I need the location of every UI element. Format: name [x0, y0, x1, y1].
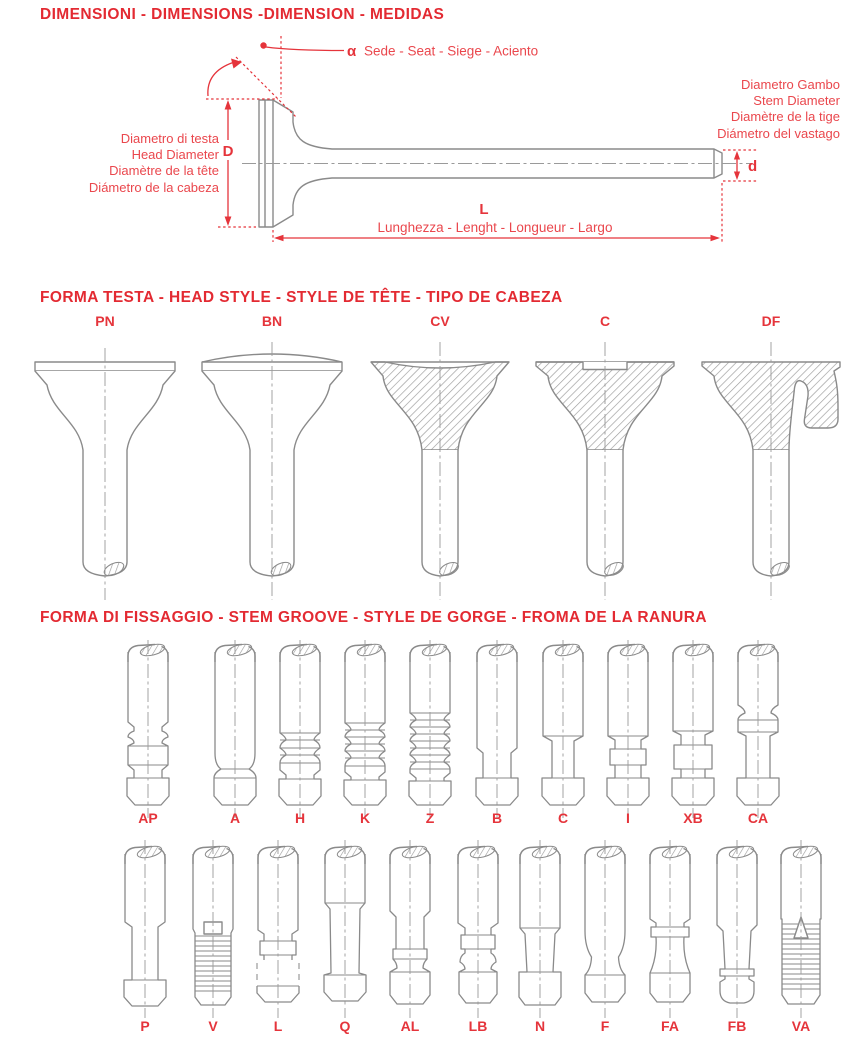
stem-groove-label-ca: CA: [747, 810, 769, 826]
stem-groove-label-ap: AP: [138, 810, 158, 826]
stem-groove-label-b: B: [491, 810, 503, 826]
stem-groove-label-i: I: [626, 810, 630, 826]
alpha-symbol: α: [347, 43, 357, 60]
stem-groove-label-va: VA: [791, 1018, 811, 1034]
head-style-label-pn: PN: [95, 313, 115, 329]
head-diameter-line: Diametro di testa: [120, 131, 219, 146]
head-diameter-symbol: D: [222, 143, 234, 160]
head-style-label-bn: BN: [261, 313, 283, 329]
head-style-c: [536, 342, 674, 600]
stem-diameter-line: Stem Diameter: [753, 93, 840, 109]
stem-groove-n: [519, 840, 561, 1018]
length-symbol: L: [479, 201, 489, 218]
length-label: Lunghezza - Lenght - Longueur - Largo: [377, 220, 613, 235]
head-style-cv: [371, 342, 509, 600]
stem-groove-lb: [458, 840, 498, 1018]
head-diameter-line: Diámetro de la cabeza: [88, 179, 219, 195]
stem-groove-q: [324, 840, 366, 1018]
stem-groove-k: [344, 640, 386, 818]
stem-groove-va: [781, 840, 821, 1018]
stem-groove-label-l: L: [273, 1018, 283, 1034]
stem-groove-label-q: Q: [339, 1018, 351, 1034]
head-styles-title: FORMA TESTA - HEAD STYLE - STYLE DE TÊTE - TIPO DE CABEZA: [40, 289, 563, 306]
stem-diameter-line: Diametro Gambo: [741, 77, 840, 92]
stem-groove-i: [607, 640, 649, 818]
seat-label: Sede - Seat - Siege - Aciento: [364, 43, 539, 59]
head-styles-drawing: [0, 336, 860, 606]
stem-grooves-title: FORMA DI FISSAGGIO - STEM GROOVE - STYLE DE GORGE - FROMA DE LA RANURA: [40, 609, 707, 626]
stem-groove-label-fb: FB: [727, 1018, 747, 1034]
head-style-df: [702, 342, 840, 600]
stem-groove-f: [585, 840, 625, 1018]
head-diameter-label-block: [58, 131, 219, 196]
stem-groove-label-fa: FA: [661, 1018, 679, 1034]
stem-grooves-drawing: [0, 636, 860, 1048]
seat-angle-dot: [260, 42, 266, 48]
stem-groove-label-n: N: [534, 1018, 546, 1034]
stem-groove-b: [476, 640, 518, 818]
stem-groove-al: [390, 840, 430, 1018]
stem-groove-label-v: V: [208, 1018, 218, 1034]
stem-groove-label-lb: LB: [468, 1018, 488, 1034]
head-style-bn: [202, 342, 342, 600]
stem-groove-xb: [672, 640, 714, 818]
head-style-label-df: DF: [761, 313, 781, 329]
stem-groove-l: [257, 840, 299, 1018]
stem-groove-c: [542, 640, 584, 818]
stem-groove-label-c: C: [557, 810, 569, 826]
stem-groove-p: [124, 840, 166, 1018]
head-style-label-cv: CV: [430, 313, 450, 329]
stem-groove-ca: [737, 640, 779, 818]
stem-groove-label-h: H: [294, 810, 306, 826]
stem-groove-v: [193, 840, 233, 1018]
stem-groove-z: [409, 640, 451, 818]
dimensions-title: DIMENSIONI - DIMENSIONS -DIMENSION - MEDIDAS: [40, 6, 445, 23]
head-style-label-c: C: [599, 313, 611, 329]
stem-groove-label-z: Z: [425, 810, 435, 826]
head-style-pn: [35, 348, 175, 600]
stem-groove-a: [214, 640, 256, 818]
stem-groove-label-k: K: [359, 810, 371, 826]
stem-groove-label-a: A: [229, 810, 241, 826]
stem-groove-h: [279, 640, 321, 818]
stem-diameter-symbol: d: [748, 158, 758, 175]
stem-groove-label-al: AL: [400, 1018, 420, 1034]
stem-diameter-label-block: [678, 77, 840, 142]
stem-groove-label-xb: XB: [683, 810, 703, 826]
head-diameter-line: Diamètre de la tête: [109, 163, 219, 179]
stem-groove-fa: [650, 840, 690, 1018]
stem-groove-ap: [127, 640, 169, 818]
stem-groove-fb: [717, 840, 757, 1018]
stem-diameter-line: Diamètre de la tige: [730, 109, 840, 125]
stem-groove-label-f: F: [600, 1018, 610, 1034]
stem-groove-label-p: P: [140, 1018, 150, 1034]
stem-diameter-line: Diámetro del vastago: [717, 125, 840, 141]
head-diameter-line: Head Diameter: [131, 147, 219, 163]
